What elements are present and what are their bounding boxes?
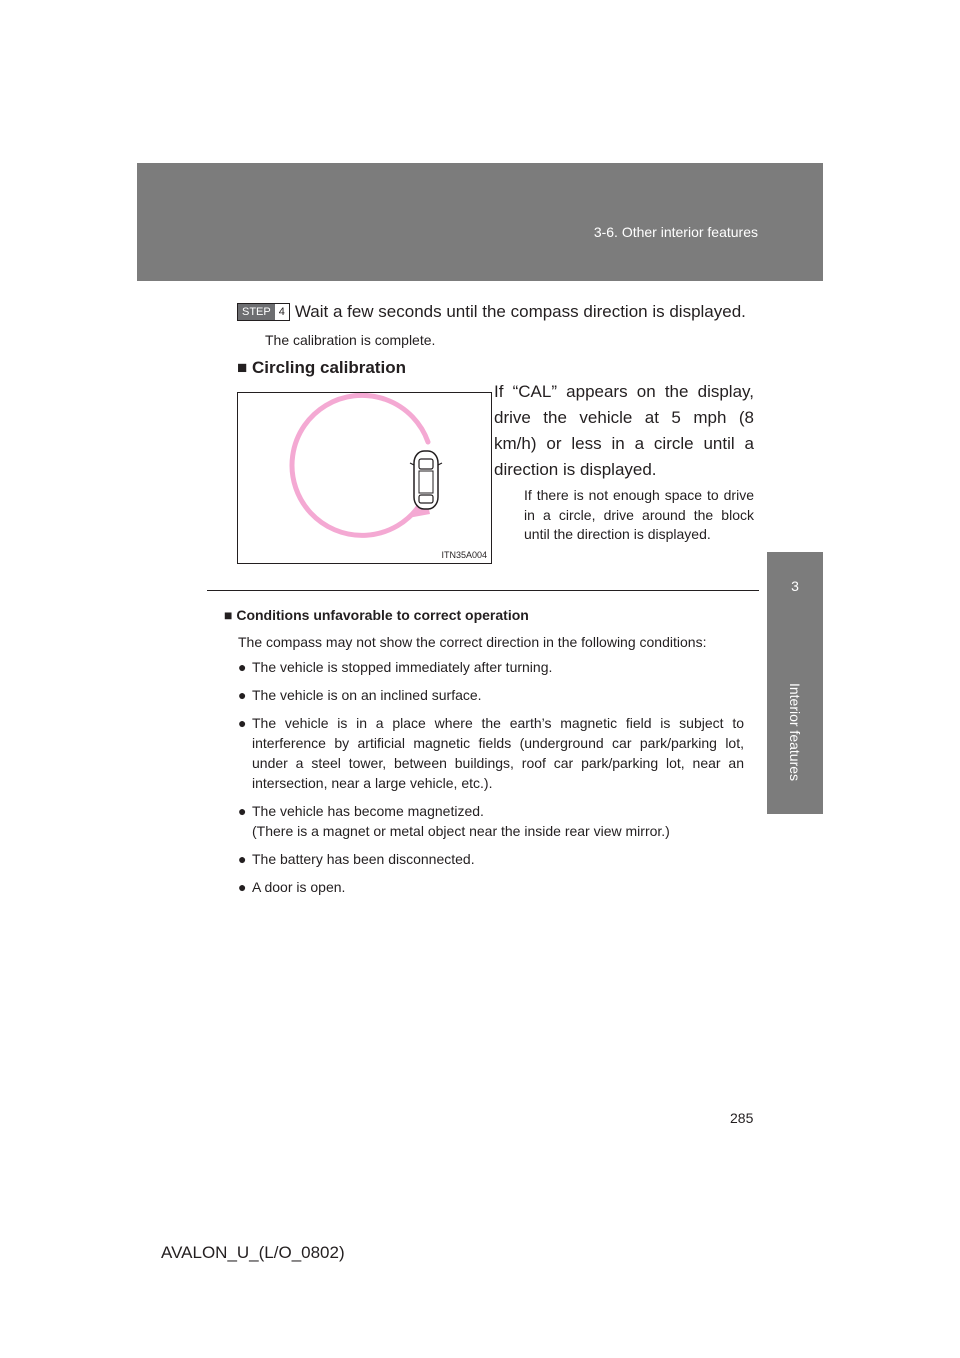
bullet-icon: ● [238,659,247,675]
car-top-view-icon [410,451,442,509]
step-text: Wait a few seconds until the compass direction is displayed. [294,302,746,321]
list-item-text: The vehicle is on an inclined surface. [252,687,482,703]
chapter-side-tab [767,552,823,814]
list-item-text: A door is open. [252,879,346,895]
circle-arrow-graphic [238,393,491,563]
step-subtext: The calibration is complete. [265,332,436,348]
bullet-icon: ● [238,803,247,819]
header-band [137,163,823,281]
chapter-label: Interior features [787,682,803,782]
conditions-heading: ■ Conditions unfavorable to correct operation [224,607,529,623]
conditions-list [238,657,744,905]
bullet-icon: ● [238,687,247,703]
list-item [238,713,744,793]
chapter-number: 3 [791,578,799,594]
list-item-continuation: (There is a magnet or metal object near the inside rear view mirror.) [252,823,670,839]
list-item-text: The vehicle is in a place where the earth’s magnetic field is subject to interference by artificial magnetic fields (underground car park/parking lot, under a steel tower, between buildings, roof car park/parking lot, near an intersection, near a large vehicle, etc.). [252,715,744,791]
bullet-icon: ● [238,879,247,895]
list-item-text: The vehicle is stopped immediately after turning. [252,659,553,675]
circling-paragraph: If “CAL” appears on the display, drive the vehicle at 5 mph (8 km/h) or less in a circle until a direction is displayed. [494,382,754,479]
bullet-icon: ● [238,715,247,731]
list-item-text: The battery has been disconnected. [252,851,475,867]
page-number: 285 [730,1110,754,1126]
step-4 [237,302,746,322]
list-item [238,685,744,705]
circling-note: If there is not enough space to drive in a circle, drive around the block until the direction is displayed. [524,487,754,542]
list-item [238,657,744,677]
section-divider [207,590,759,591]
section-title: 3-6. Other interior features [593,224,758,240]
step-badge-word: STEP [238,304,275,320]
conditions-intro: The compass may not show the correct direction in the following conditions: [238,634,707,650]
list-item [238,801,744,841]
circling-illustration [237,392,492,564]
list-item [238,849,744,869]
figure-code: ITN35A004 [441,550,487,560]
bullet-icon: ● [238,851,247,867]
step-badge-number: 4 [275,304,289,320]
circling-calibration-heading: ■ Circling calibration [237,358,406,377]
footer-code: AVALON_U_(L/O_0802) [161,1243,345,1262]
step-badge [237,303,290,321]
list-item [238,877,744,897]
list-item-text: The vehicle has become magnetized. [252,803,484,819]
